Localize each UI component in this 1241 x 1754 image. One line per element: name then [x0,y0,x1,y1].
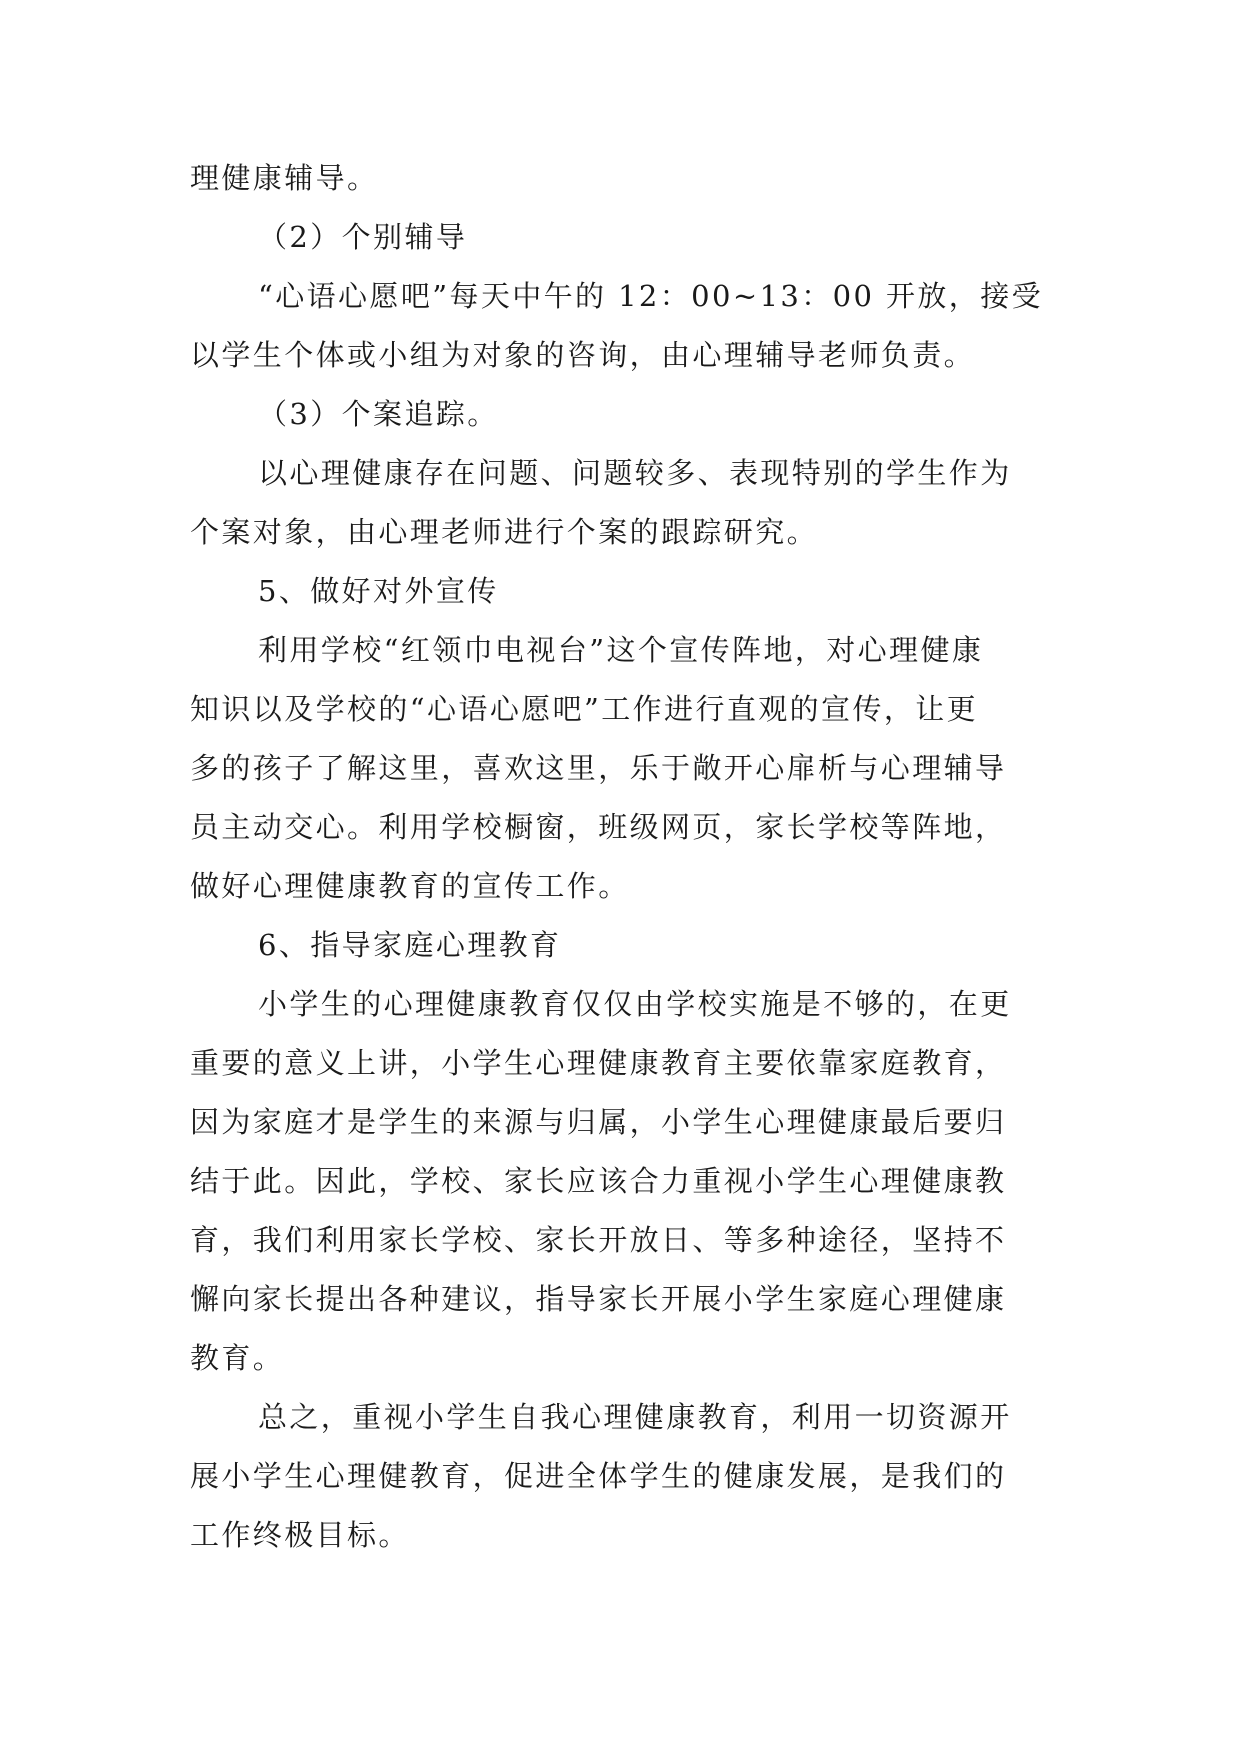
text-line: 重要的意义上讲，小学生心理健康教育主要依靠家庭教育， [190,1046,1007,1080]
text-line: 展小学生心理健教育，促进全体学生的健康发展，是我们的 [190,1459,1007,1493]
paragraph-first-line: 以心理健康存在问题、问题较多、表现特别的学生作为 [258,456,1012,490]
text-line: 员主动交心。利用学校橱窗，班级网页，家长学校等阵地， [190,810,1007,844]
paragraph-first-line: 小学生的心理健康教育仅仅由学校实施是不够的，在更 [258,987,1012,1021]
text-line: 因为家庭才是学生的来源与归属，小学生心理健康最后要归 [190,1105,1007,1139]
text-line: 做好心理健康教育的宣传工作。 [190,869,630,903]
text-line: 理健康辅导。 [190,161,379,195]
text-line: 工作终极目标。 [190,1518,410,1552]
subsection-heading: （2）个别辅导 [258,220,468,254]
text-line: 育，我们利用家长学校、家长开放日、等多种途径，坚持不 [190,1223,1007,1257]
paragraph-first-line: “心语心愿吧”每天中午的 12：00~13：00 开放，接受 [258,279,1043,313]
text-line: 个案对象，由心理老师进行个案的跟踪研究。 [190,515,819,549]
text-line: 懈向家长提出各种建议，指导家长开展小学生家庭心理健康 [190,1282,1007,1316]
text-line: 知识以及学校的“心语心愿吧”工作进行直观的宣传，让更 [190,692,979,726]
text-line: 结于此。因此，学校、家长应该合力重视小学生心理健康教 [190,1164,1007,1198]
paragraph-first-line: 总之，重视小学生自我心理健康教育，利用一切资源开 [258,1400,1012,1434]
text-line: 多的孩子了解这里，喜欢这里，乐于敞开心扉析与心理辅导 [190,751,1007,785]
section-heading: 6、指导家庭心理教育 [258,928,562,962]
subsection-heading: （3）个案追踪。 [258,397,499,431]
paragraph-first-line: 利用学校“红领巾电视台”这个宣传阵地，对心理健康 [258,633,984,667]
text-line: 以学生个体或小组为对象的咨询，由心理辅导老师负责。 [190,338,976,372]
section-heading: 5、做好对外宣传 [258,574,499,608]
text-line: 教育。 [190,1341,285,1375]
